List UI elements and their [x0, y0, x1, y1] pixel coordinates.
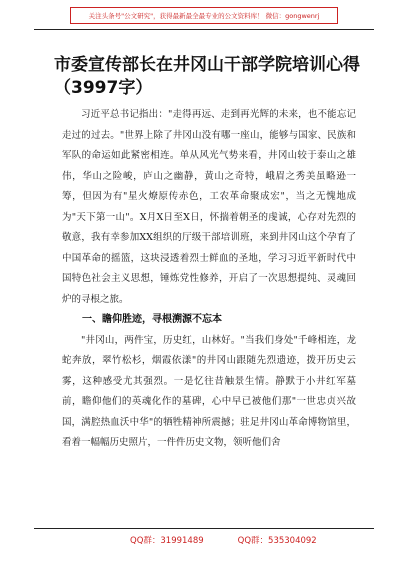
footer-qq-group-2: QQ群：535304092: [237, 536, 317, 546]
footer: [130, 534, 317, 546]
footer-qq-group-1: QQ群：31991489: [130, 536, 204, 546]
document-title: 市委宣传部长在井冈山干部学院培训心得（3997字）: [54, 55, 360, 98]
footer-divider: [34, 528, 374, 529]
section-paragraph: "井冈山，两件宝，历史红，山林好。"当我们身处"千峰相连，龙蛇奔放，翠竹松杉，烟霞依漾"的井冈山跟随先烈遗迹，拨开历史云雾，这种感受尤其强烈。一是忆往昔触景生情。静默于小井红军墓前，瞻仰他们的英魂化作的墓碑，心中早已被他们那"一世忠贞兴故国，满腔热血沃中华"的牺牲精神所震撼；驻足井冈山革命博物馆里，看着一幅幅历史照片，一件件历史文物，领听他们舍: [62, 334, 356, 448]
header-banner: [70, 7, 338, 24]
banner-text: 关注头条号"公文研究"，获得最新最全最专业的公文资料库！ 微信：gongwenrj: [88, 12, 320, 20]
section-heading: 一、瞻仰胜迹，寻根溯源不忘本: [82, 314, 222, 325]
document-body: [62, 105, 356, 454]
header-divider: [34, 29, 374, 30]
intro-paragraph: 习近平总书记指出："走得再远、走到再光辉的未来，也不能忘记走过的过去。"世界上除了井冈山没有哪一座山，能够与国家、民族和军队的命运如此紧密相连。单从风光气势来看，井冈山较于泰山之雄伟，华山之险峻，庐山之幽静，黄山之奇特，峨眉之秀美虽略逊一筹，但因为有"星火燎原传赤色，工农革命聚成宏"，当之无愧地成为"天下第一山"。X月X日至X日，怀揣着朝圣的虔诚，心存对先烈的敬意，我有幸参加XX组织的厅级干部培训班，来到井冈山这个孕育了中国革命的摇篮，这块浸透着烈士鲜血的圣地，学习习近平新时代中国特色社会主义思想，锤炼党性修养，开启了一次思想提纯、灵魂回炉的寻根之旅。: [62, 109, 356, 305]
